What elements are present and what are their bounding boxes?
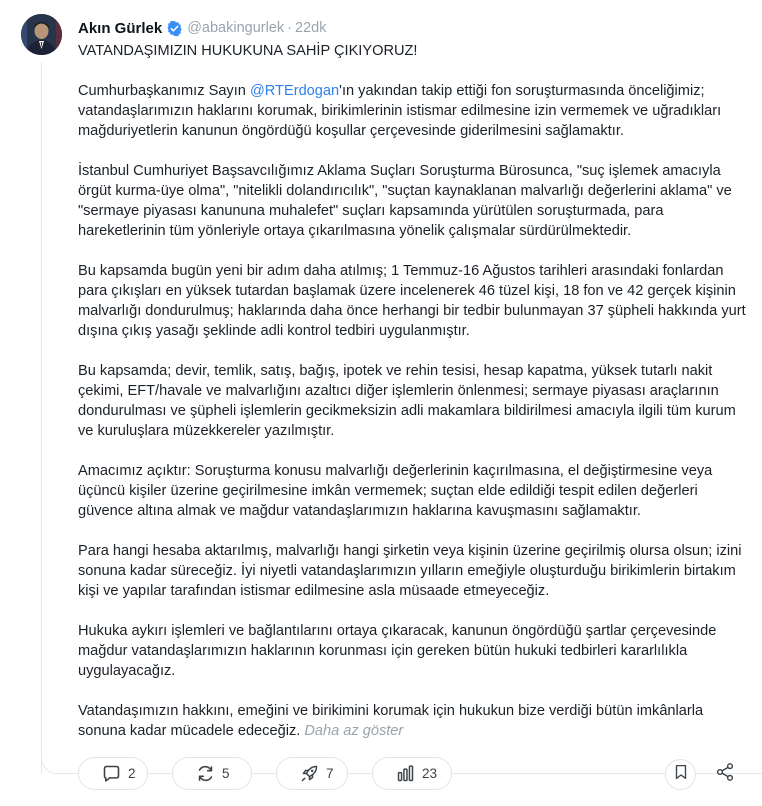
author-handle[interactable]: @abakingurlek [187,20,285,36]
post-timestamp[interactable]: 22dk [295,20,327,36]
paragraph-text: 'ın yakından takip ettiği fon soruşturmasında önceliğimiz; vatandaşlarımızın haklarını korumak, birikimlerinin istismar edilmesine izin vermemek ve uğradıkları mağduriyetlerin kanunun öngördüğü koşullar çerçevesinde giderilmesini sağlamaktır. [78,83,722,139]
post-paragraph [78,81,754,141]
show-less-link[interactable]: Daha az göster [304,723,404,739]
post-paragraph: Bu kapsamda; devir, temlik, satış, bağış, ipotek ve rehin tesisi, hesap kapatma, yüksek tutarlı nakit çekimi, EFT/havale ve malvarlığını azaltıcı diğer işlemlerin önlenmesi; sermaye piyasası araçlarının dondurulması ve şüpheli işlemlerin gecikmeksizin adli makamlara bildirilmesi amacıyla ilgili tüm kurum ve kuruluşlara müzekkereler yazılmıştır. [78,363,736,439]
repost-icon [195,763,216,784]
post-paragraph: Bu kapsamda bugün yeni bir adım daha atılmış; 1 Temmuz-16 Ağustos tarihleri arasındaki fonlardan para çıkışları en yüksek tutardan başlamak üzere incelenerek 46 tüzel kişi, 18 fon ve 42 gerçek kişinin malvarlığı dondurulmuş; haklarında daha önce herhangi bir tedbir bulunmayan 37 şüpheli hakkında yurt dışına çıkış yasağı şeklinde adli kontrol tedbiri uygulanmıştır. [78,263,746,339]
views-button[interactable] [372,757,452,790]
header-separator: · [287,20,292,36]
secondary-actions [665,759,736,790]
reply-icon [101,763,122,784]
rocket-icon [299,763,320,784]
share-icon [715,762,735,787]
action-bar [78,757,476,790]
post-paragraph: Para hangi hesaba aktarılmış, malvarlığı hangi şirketin veya kişinin üzerine geçirilmiş olursa olsun; izini sonuna kadar süreceğiz. İyi niyetli vatandaşlarımızın yılların emeğiyle oluşturduğu birikimlerin birtakım kişi ve yapılar tarafından istismar edilmesine asla müsaade etmeyeceğiz. [78,543,742,599]
like-count: 7 [326,766,334,781]
reply-button[interactable] [78,757,148,790]
views-count: 23 [422,766,438,781]
repost-count: 5 [222,766,230,781]
post-body [78,41,754,741]
bookmark-button[interactable] [665,759,696,790]
reply-count: 2 [128,766,136,781]
views-icon [395,763,416,784]
verified-badge-icon [166,20,183,37]
author-name[interactable]: Akın Gürlek [78,19,163,37]
bookmark-icon [672,763,690,786]
post-paragraph: Amacımız açıktır: Soruşturma konusu malvarlığı değerlerinin kaçırılmasına, el değiştirmesine veya üçüncü kişiler üzerine geçirilmesine imkân vermemek; suçtan elde edildiği tespit edilen değerleri güvence altına almak ve mağdur vatandaşlarımızın haklarına kavuşmasını sağlamaktır. [78,463,713,519]
post-paragraph: Hukuka aykırı işlemleri ve bağlantılarını ortaya çıkaracak, kanunun öngördüğü şartlar çerçevesinde mağdur vatandaşlarımızın haklarının korunması için gereken bütün hukuki tedbirleri kararlılıkla uygulayacağız. [78,623,717,679]
avatar[interactable] [21,14,62,55]
paragraph-text: Cumhurbaşkanımız Sayın [78,83,250,99]
post-paragraph: İstanbul Cumhuriyet Başsavcılığımız Aklama Suçları Soruşturma Bürosunca, "suç işlemek amacıyla örgüt kurma-üye olma", "nitelikli dolandırıcılık", "suçtan kaynaklanan malvarlığı değerlerini aklama" ve "sermaye piyasası kanununa muhalefet" suçları kapsamında yürütülen soruşturmada, para hareketlerinin tüm yönleriyle ortaya çıkarılmasına yönelik çalışmalar sürdürülmektedir. [78,163,732,239]
post-paragraph [78,701,754,741]
post-paragraph: VATANDAŞIMIZIN HUKUKUNA SAHİP ÇIKIYORUZ! [78,43,418,59]
share-button[interactable] [714,764,736,786]
repost-button[interactable] [172,757,252,790]
post-header [78,18,326,38]
like-button[interactable] [276,757,348,790]
thread-line [41,62,42,774]
thread-connector [41,740,65,774]
paragraph-text: Vatandaşımızın hakkını, emeğini ve birikimini korumak için hukukun bize verdiği bütün imkânlarla sonuna kadar mücadele edeceğiz. [78,703,704,739]
mention-link[interactable]: @RTErdogan [249,83,340,99]
